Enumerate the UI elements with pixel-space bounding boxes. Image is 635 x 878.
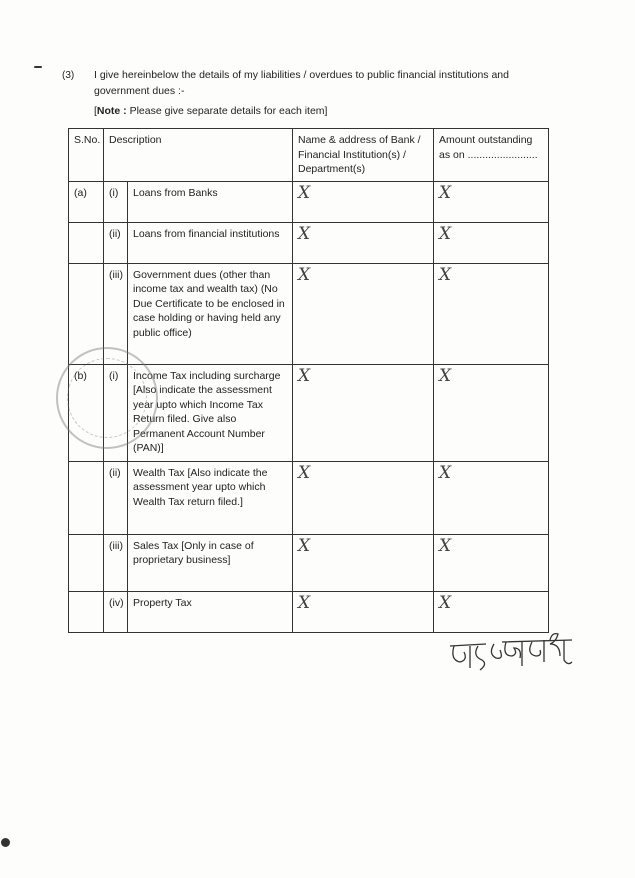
cross-mark-amount: X xyxy=(434,534,549,591)
row-sno xyxy=(69,534,104,591)
cross-mark-amount: X xyxy=(434,222,549,263)
table-row xyxy=(69,534,549,591)
header-amount: Amount outstanding as on ........................ xyxy=(434,129,549,182)
cross-mark-name: X xyxy=(293,534,434,591)
row-sub-number: (iv) xyxy=(104,591,128,632)
cross-mark-amount: X xyxy=(434,364,549,461)
row-sno xyxy=(69,591,104,632)
row-description: Loans from Banks xyxy=(128,181,293,222)
paragraph-text: I give hereinbelow the details of my liabilities / overdues to public financial institutions and government dues :- xyxy=(94,69,509,97)
cross-mark-amount: X xyxy=(434,591,549,632)
table-row xyxy=(69,263,549,364)
table-row xyxy=(69,222,549,263)
cross-mark-amount: X xyxy=(434,181,549,222)
cross-mark-name: X xyxy=(293,181,434,222)
table-header-row xyxy=(69,129,549,182)
cross-mark-amount: X xyxy=(434,263,549,364)
cross-mark-amount: X xyxy=(434,461,549,534)
cross-mark-name: X xyxy=(293,263,434,364)
row-sub-number: (i) xyxy=(104,181,128,222)
table-row xyxy=(69,461,549,534)
scan-speck xyxy=(34,66,42,68)
row-description: Property Tax xyxy=(128,591,293,632)
header-description: Description xyxy=(104,129,293,182)
row-sub-number: (i) xyxy=(104,364,128,461)
table-row xyxy=(69,181,549,222)
row-sub-number: (ii) xyxy=(104,461,128,534)
header-sno: S.No. xyxy=(69,129,104,182)
row-sub-number: (iii) xyxy=(104,263,128,364)
note-text: Please give separate details for each item] xyxy=(129,105,328,117)
row-sub-number: (iii) xyxy=(104,534,128,591)
row-sno xyxy=(69,263,104,364)
row-sno xyxy=(69,461,104,534)
paragraph-number: (3) xyxy=(62,70,75,81)
cross-mark-name: X xyxy=(293,461,434,534)
row-description: Loans from financial institutions xyxy=(128,222,293,263)
cross-mark-name: X xyxy=(293,364,434,461)
liabilities-table xyxy=(68,128,549,633)
cross-mark-name: X xyxy=(293,591,434,632)
row-description: Government dues (other than income tax and wealth tax) (No Due Certificate to be enclosed in case holding or having held any public office) xyxy=(128,263,293,364)
note-label: Note : xyxy=(96,105,127,117)
table-row xyxy=(69,364,549,461)
header-name-address: Name & address of Bank / Financial Institution(s) / Department(s) xyxy=(293,129,434,182)
cross-mark-name: X xyxy=(293,222,434,263)
row-description: Income Tax including surcharge [Also indicate the assessment year upto which Income Tax Return filed. Give also Permanent Account Number (PAN)] xyxy=(128,364,293,461)
row-description: Wealth Tax [Also indicate the assessment year upto which Wealth Tax return filed.] xyxy=(128,461,293,534)
row-sno: (a) xyxy=(69,181,104,222)
scan-speck xyxy=(1,838,10,847)
row-description: Sales Tax [Only in case of proprietary business] xyxy=(128,534,293,591)
row-sub-number: (ii) xyxy=(104,222,128,263)
row-sno xyxy=(69,222,104,263)
handwritten-signature xyxy=(446,628,576,676)
note xyxy=(94,105,327,117)
note-bracket: [ xyxy=(94,105,97,117)
table-row xyxy=(69,591,549,632)
row-sno: (b) xyxy=(69,364,104,461)
